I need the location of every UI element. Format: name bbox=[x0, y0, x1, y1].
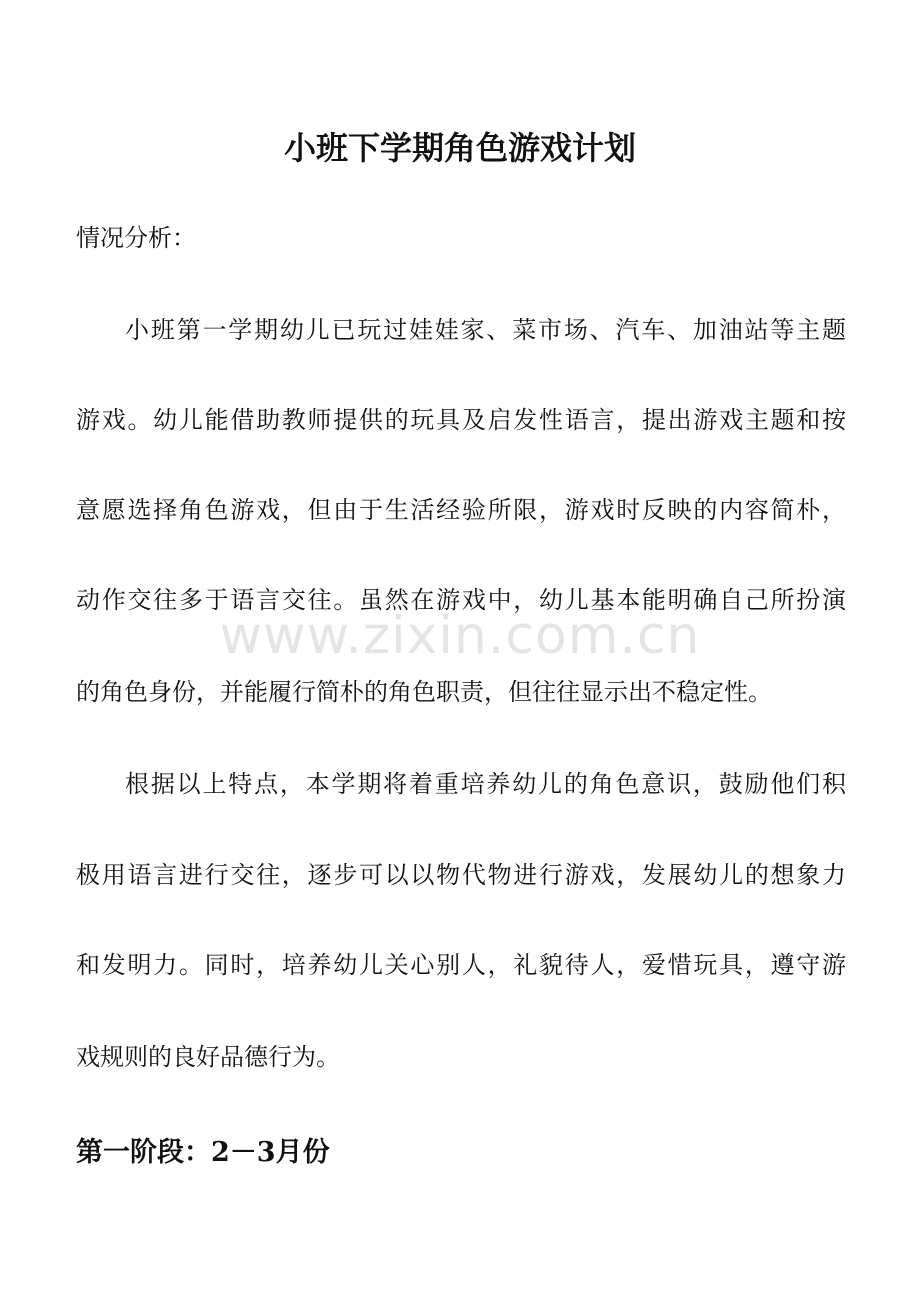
document-title: 小班下学期角色游戏计划 bbox=[283, 129, 636, 167]
paragraph-1-line-1: 小班第一学期幼儿已玩过娃娃家、菜市场、汽车、加油站等主题 bbox=[125, 316, 846, 344]
paragraph-2-line-2: 极用语言进行交往，逐步可以以物代物进行游戏，发展幼儿的想象力 bbox=[76, 861, 846, 889]
stage-1-heading: 第一阶段：2－3月份 bbox=[76, 1137, 330, 1168]
paragraph-1-line-4: 动作交往多于语言交往。虽然在游戏中，幼儿基本能明确自己所扮演 bbox=[76, 586, 846, 614]
paragraph-1-line-3: 意愿选择角色游戏，但由于生活经验所限，游戏时反映的内容简朴， bbox=[76, 496, 846, 524]
paragraph-1-line-2: 游戏。幼儿能借助教师提供的玩具及启发性语言，提出游戏主题和按 bbox=[76, 406, 846, 434]
paragraph-2-line-3: 和发明力。同时，培养幼儿关心别人，礼貌待人，爱惜玩具，遵守游 bbox=[76, 951, 846, 979]
situation-analysis-label: 情况分析： bbox=[76, 224, 196, 252]
paragraph-2-line-1: 根据以上特点，本学期将着重培养幼儿的角色意识，鼓励他们积 bbox=[125, 770, 846, 798]
site-watermark: www.zixin.com.cn bbox=[219, 606, 701, 666]
paragraph-2-line-4: 戏规则的良好品德行为。 bbox=[76, 1043, 340, 1071]
paragraph-1-line-5: 的角色身份，并能履行简朴的角色职责，但往往显示出不稳定性。 bbox=[76, 678, 772, 706]
